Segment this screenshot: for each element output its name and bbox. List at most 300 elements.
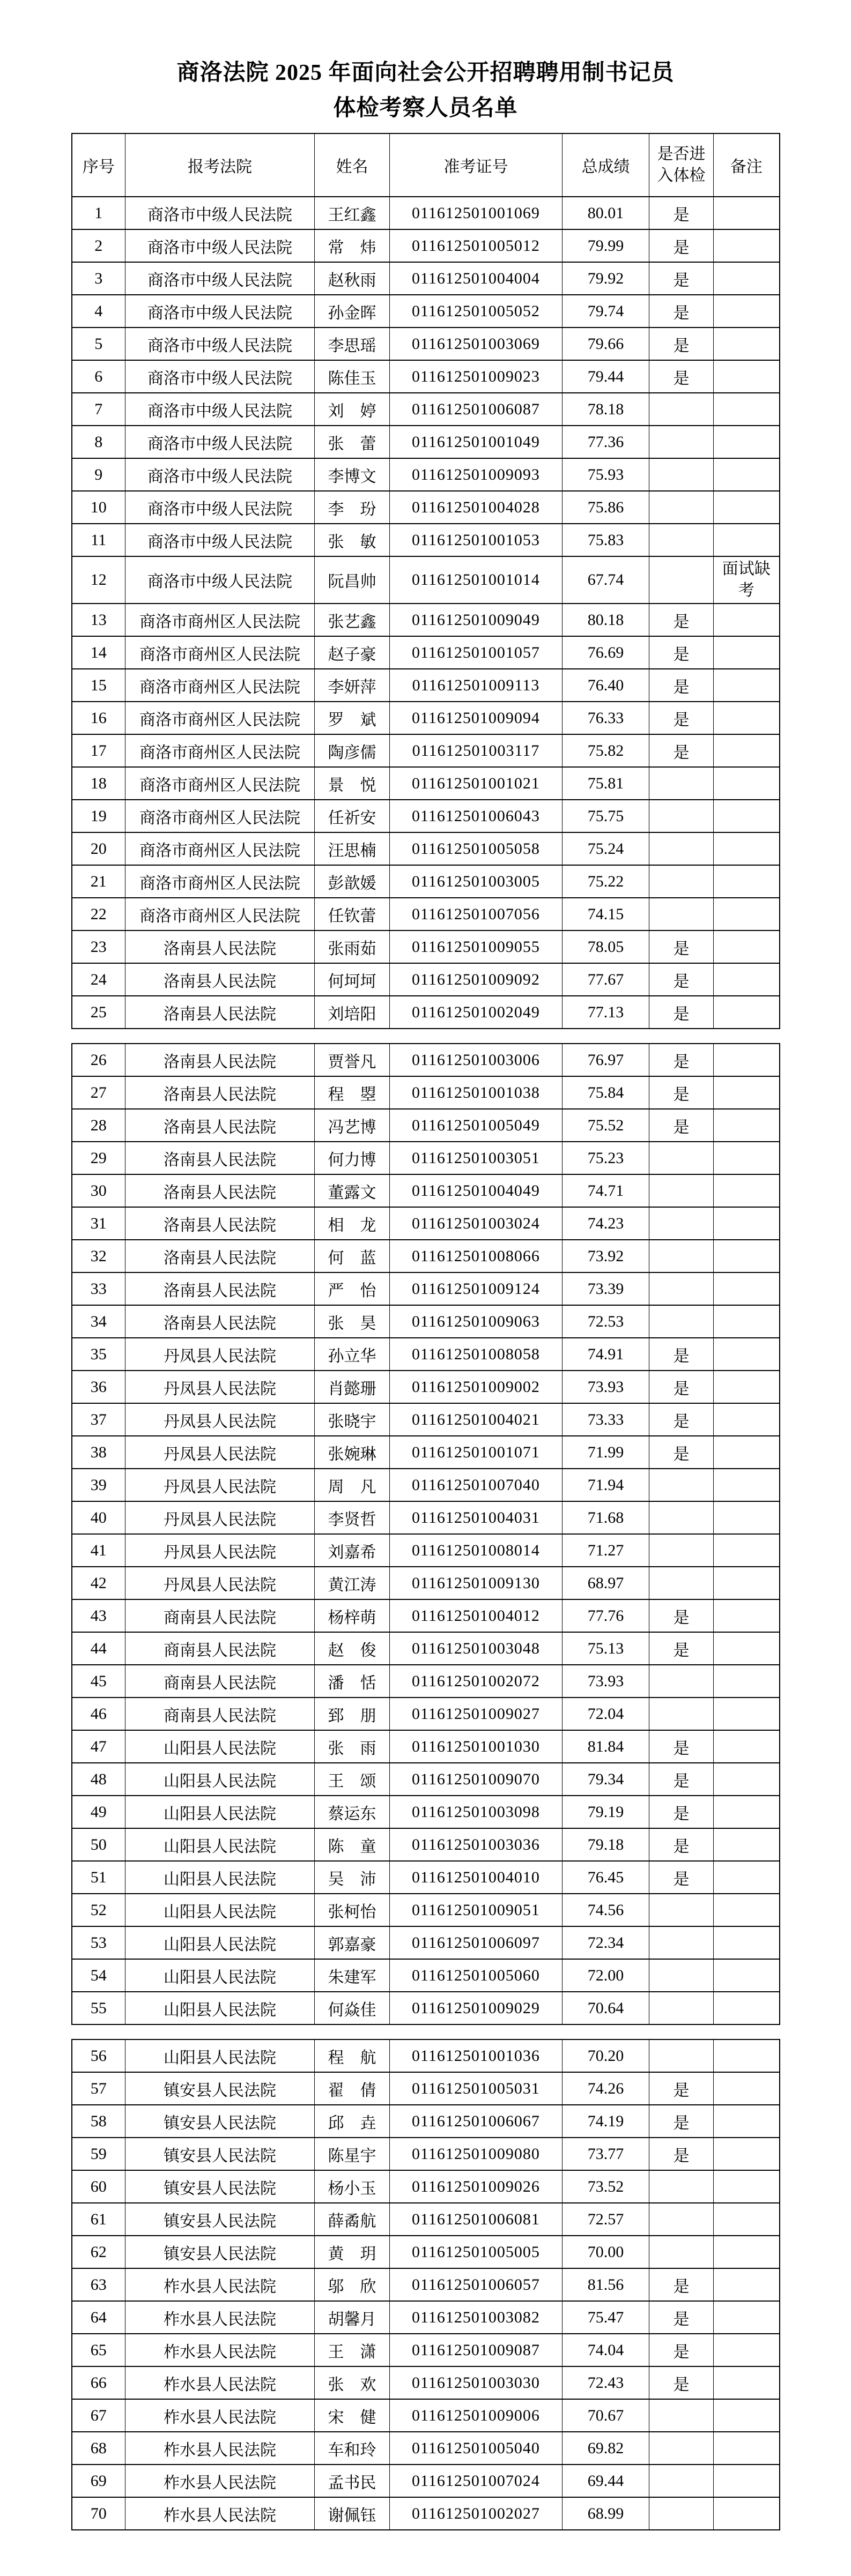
cell-name: 李贤哲 [315,1501,390,1534]
table-row [72,800,780,832]
cell-serial: 17 [72,734,125,767]
cell-name: 赵秋雨 [315,262,390,295]
cell-score: 74.26 [563,2072,649,2105]
cell-ticket: 011612501009124 [390,1272,563,1305]
cell-score: 76.40 [563,669,649,702]
cell-score: 79.74 [563,295,649,327]
cell-enter [649,1272,714,1305]
cell-remark [714,524,780,556]
cell-name: 任祈安 [315,800,390,832]
cell-remark [714,1240,780,1272]
cell-ticket: 011612501002049 [390,996,563,1029]
cell-ticket: 011612501005040 [390,2432,563,2465]
cell-score: 72.43 [563,2366,649,2399]
cell-name: 黄 玥 [315,2236,390,2268]
header-name: 姓名 [315,133,390,197]
cell-serial: 40 [72,1501,125,1534]
cell-enter [649,458,714,491]
table-row [72,295,780,327]
table-row [72,1501,780,1534]
cell-court: 柞水县人民法院 [125,2301,315,2334]
cell-score: 77.13 [563,996,649,1029]
cell-score: 71.27 [563,1534,649,1567]
cell-ticket: 011612501001014 [390,556,563,604]
cell-court: 洛南县人民法院 [125,930,315,963]
cell-serial: 53 [72,1926,125,1959]
cell-name: 张艺鑫 [315,604,390,636]
cell-enter [649,1959,714,1992]
cell-enter: 是 [649,996,714,1029]
table-row [72,2268,780,2301]
cell-remark [714,1207,780,1240]
cell-score: 80.18 [563,604,649,636]
cell-ticket: 011612501001069 [390,197,563,229]
cell-court: 商洛市中级人民法院 [125,556,315,604]
cell-serial: 26 [72,1044,125,1076]
cell-court: 山阳县人民法院 [125,1763,315,1796]
cell-ticket: 011612501003117 [390,734,563,767]
cell-ticket: 011612501009130 [390,1567,563,1599]
table-row [72,1142,780,1174]
header-remark: 备注 [714,133,780,197]
cell-court: 洛南县人民法院 [125,996,315,1029]
table-row [72,229,780,262]
cell-serial: 52 [72,1894,125,1926]
cell-score: 70.64 [563,1992,649,2024]
cell-name: 阮昌帅 [315,556,390,604]
cell-ticket: 011612501003098 [390,1796,563,1828]
cell-name: 陈 童 [315,1828,390,1861]
cell-score: 71.68 [563,1501,649,1534]
roster-table-segment [71,133,780,1029]
table-segments [0,133,851,2530]
cell-score: 79.92 [563,262,649,295]
cell-serial: 31 [72,1207,125,1240]
cell-score: 70.67 [563,2399,649,2432]
cell-serial: 59 [72,2138,125,2170]
cell-ticket: 011612501001036 [390,2039,563,2072]
cell-court: 洛南县人民法院 [125,1109,315,1142]
cell-enter: 是 [649,295,714,327]
cell-serial: 33 [72,1272,125,1305]
cell-serial: 22 [72,898,125,930]
cell-court: 山阳县人民法院 [125,1894,315,1926]
table-row [72,1469,780,1501]
cell-enter: 是 [649,229,714,262]
cell-serial: 6 [72,360,125,393]
cell-court: 商洛市商州区人民法院 [125,898,315,930]
cell-court: 丹凤县人民法院 [125,1371,315,1403]
cell-enter: 是 [649,2072,714,2105]
cell-serial: 61 [72,2203,125,2236]
cell-score: 79.99 [563,229,649,262]
cell-name: 车和玲 [315,2432,390,2465]
cell-score: 76.97 [563,1044,649,1076]
cell-serial: 8 [72,426,125,458]
cell-ticket: 011612501006087 [390,393,563,426]
cell-serial: 15 [72,669,125,702]
cell-score: 78.18 [563,393,649,426]
cell-name: 张雨茹 [315,930,390,963]
cell-court: 柞水县人民法院 [125,2432,315,2465]
cell-court: 洛南县人民法院 [125,1044,315,1076]
table-row [72,1698,780,1730]
cell-court: 丹凤县人民法院 [125,1338,315,1371]
cell-score: 69.44 [563,2465,649,2497]
cell-enter: 是 [649,197,714,229]
table-row [72,262,780,295]
cell-enter [649,556,714,604]
cell-serial: 66 [72,2366,125,2399]
cell-name: 张 敏 [315,524,390,556]
cell-name: 杨梓萌 [315,1599,390,1632]
cell-enter [649,491,714,524]
cell-name: 王 颂 [315,1763,390,1796]
cell-serial: 12 [72,556,125,604]
cell-remark [714,1534,780,1567]
cell-serial: 4 [72,295,125,327]
table-row [72,1403,780,1436]
table-row [72,865,780,898]
cell-serial: 68 [72,2432,125,2465]
cell-remark [714,1403,780,1436]
cell-name: 朱建军 [315,1959,390,1992]
table-row [72,604,780,636]
table-row [72,2203,780,2236]
cell-court: 柞水县人民法院 [125,2399,315,2432]
cell-enter: 是 [649,360,714,393]
cell-name: 翟 倩 [315,2072,390,2105]
cell-enter: 是 [649,2334,714,2366]
table-row [72,1044,780,1076]
cell-score: 73.92 [563,1240,649,1272]
table-row [72,1926,780,1959]
cell-ticket: 011612501001021 [390,767,563,800]
table-row [72,2497,780,2530]
cell-remark [714,1730,780,1763]
cell-remark [714,2170,780,2203]
cell-name: 张婉琳 [315,1436,390,1469]
cell-court: 商南县人民法院 [125,1698,315,1730]
cell-name: 何焱佳 [315,1992,390,2024]
cell-remark [714,1599,780,1632]
cell-remark [714,1894,780,1926]
cell-serial: 23 [72,930,125,963]
cell-score: 79.34 [563,1763,649,1796]
cell-remark [714,1371,780,1403]
cell-court: 商洛市中级人民法院 [125,426,315,458]
cell-score: 73.39 [563,1272,649,1305]
cell-remark [714,262,780,295]
cell-remark [714,2497,780,2530]
cell-court: 洛南县人民法院 [125,1272,315,1305]
cell-remark [714,702,780,734]
page-title: 商洛法院 2025 年面向社会公开招聘聘用制书记员 [176,61,675,85]
table-row [72,832,780,865]
cell-enter [649,2039,714,2072]
cell-name: 何坷坷 [315,963,390,996]
cell-enter [649,1926,714,1959]
table-row [72,1632,780,1665]
cell-serial: 3 [72,262,125,295]
cell-name: 谢佩钰 [315,2497,390,2530]
cell-enter [649,1567,714,1599]
cell-ticket: 011612501007024 [390,2465,563,2497]
table-row [72,491,780,524]
table-row [72,2039,780,2072]
cell-name: 李思瑶 [315,327,390,360]
cell-serial: 16 [72,702,125,734]
cell-enter [649,1305,714,1338]
cell-ticket: 011612501009080 [390,2138,563,2170]
cell-enter [649,2399,714,2432]
cell-remark [714,2268,780,2301]
cell-ticket: 011612501001038 [390,1076,563,1109]
cell-serial: 10 [72,491,125,524]
cell-enter [649,2465,714,2497]
table-row [72,360,780,393]
cell-score: 75.82 [563,734,649,767]
cell-name: 何力博 [315,1142,390,1174]
table-row [72,1992,780,2024]
table-row [72,1894,780,1926]
cell-serial: 63 [72,2268,125,2301]
table-row [72,1272,780,1305]
cell-enter: 是 [649,1076,714,1109]
cell-serial: 54 [72,1959,125,1992]
cell-ticket: 011612501003036 [390,1828,563,1861]
cell-ticket: 011612501003005 [390,865,563,898]
cell-remark [714,229,780,262]
cell-name: 严 怡 [315,1272,390,1305]
cell-serial: 45 [72,1665,125,1698]
cell-serial: 19 [72,800,125,832]
cell-remark [714,604,780,636]
cell-name: 李博文 [315,458,390,491]
table-row [72,2334,780,2366]
table-row [72,2072,780,2105]
cell-serial: 62 [72,2236,125,2268]
table-row [72,1828,780,1861]
cell-enter: 是 [649,1796,714,1828]
table-row [72,2170,780,2203]
cell-ticket: 011612501006067 [390,2105,563,2138]
cell-name: 常 炜 [315,229,390,262]
cell-remark [714,669,780,702]
cell-score: 76.45 [563,1861,649,1894]
cell-court: 商洛市商州区人民法院 [125,734,315,767]
cell-court: 山阳县人民法院 [125,1959,315,1992]
cell-ticket: 011612501005012 [390,229,563,262]
cell-serial: 44 [72,1632,125,1665]
cell-serial: 60 [72,2170,125,2203]
cell-name: 薛矞航 [315,2203,390,2236]
cell-court: 洛南县人民法院 [125,1240,315,1272]
cell-ticket: 011612501009002 [390,1371,563,1403]
cell-serial: 51 [72,1861,125,1894]
cell-name: 陈佳玉 [315,360,390,393]
cell-name: 孙金晖 [315,295,390,327]
cell-score: 68.97 [563,1567,649,1599]
cell-court: 洛南县人民法院 [125,1174,315,1207]
cell-remark [714,1305,780,1338]
cell-court: 山阳县人民法院 [125,1992,315,2024]
cell-ticket: 011612501004049 [390,1174,563,1207]
cell-enter [649,1469,714,1501]
cell-enter [649,832,714,865]
cell-remark [714,1861,780,1894]
cell-ticket: 011612501004012 [390,1599,563,1632]
cell-score: 79.66 [563,327,649,360]
cell-score: 73.77 [563,2138,649,2170]
cell-name: 刘嘉希 [315,1534,390,1567]
cell-court: 商南县人民法院 [125,1632,315,1665]
table-row [72,734,780,767]
cell-remark [714,832,780,865]
cell-remark [714,734,780,767]
cell-enter [649,1240,714,1272]
cell-name: 张晓宇 [315,1403,390,1436]
cell-remark [714,1142,780,1174]
cell-serial: 58 [72,2105,125,2138]
cell-score: 74.71 [563,1174,649,1207]
cell-score: 72.00 [563,1959,649,1992]
cell-name: 李妍萍 [315,669,390,702]
cell-court: 商洛市中级人民法院 [125,197,315,229]
cell-enter [649,2497,714,2530]
cell-enter: 是 [649,2366,714,2399]
cell-court: 商洛市中级人民法院 [125,229,315,262]
cell-serial: 42 [72,1567,125,1599]
cell-court: 洛南县人民法院 [125,1142,315,1174]
table-row [72,702,780,734]
cell-serial: 57 [72,2072,125,2105]
cell-score: 75.24 [563,832,649,865]
cell-remark [714,197,780,229]
cell-court: 商洛市中级人民法院 [125,458,315,491]
cell-serial: 24 [72,963,125,996]
cell-serial: 30 [72,1174,125,1207]
table-row [72,197,780,229]
cell-score: 71.99 [563,1436,649,1469]
cell-enter: 是 [649,604,714,636]
cell-remark [714,2105,780,2138]
cell-serial: 36 [72,1371,125,1403]
cell-ticket: 011612501003030 [390,2366,563,2399]
cell-court: 商洛市商州区人民法院 [125,604,315,636]
cell-ticket: 011612501001071 [390,1436,563,1469]
cell-ticket: 011612501002072 [390,1665,563,1698]
cell-court: 柞水县人民法院 [125,2334,315,2366]
cell-remark [714,996,780,1029]
cell-remark [714,491,780,524]
table-header-row [72,133,780,197]
cell-score: 72.04 [563,1698,649,1730]
cell-enter [649,1142,714,1174]
cell-remark [714,1926,780,1959]
table-row [72,2465,780,2497]
cell-enter [649,524,714,556]
cell-score: 73.33 [563,1403,649,1436]
cell-name: 孟书民 [315,2465,390,2497]
cell-score: 76.33 [563,702,649,734]
cell-ticket: 011612501005058 [390,832,563,865]
cell-serial: 65 [72,2334,125,2366]
cell-name: 汪思楠 [315,832,390,865]
cell-serial: 39 [72,1469,125,1501]
cell-ticket: 011612501004021 [390,1403,563,1436]
cell-ticket: 011612501009049 [390,604,563,636]
cell-score: 73.93 [563,1665,649,1698]
cell-court: 商洛市中级人民法院 [125,393,315,426]
cell-name: 刘 婷 [315,393,390,426]
cell-remark [714,1109,780,1142]
cell-enter: 是 [649,2138,714,2170]
cell-name: 黄江涛 [315,1567,390,1599]
cell-ticket: 011612501007056 [390,898,563,930]
cell-name: 赵 俊 [315,1632,390,1665]
cell-remark [714,1828,780,1861]
cell-court: 商洛市中级人民法院 [125,327,315,360]
cell-remark [714,2236,780,2268]
header-score: 总成绩 [563,133,649,197]
cell-name: 罗 斌 [315,702,390,734]
cell-court: 山阳县人民法院 [125,2039,315,2072]
cell-score: 77.36 [563,426,649,458]
cell-enter: 是 [649,1861,714,1894]
cell-score: 76.69 [563,636,649,669]
cell-serial: 11 [72,524,125,556]
cell-remark [714,1501,780,1534]
cell-ticket: 011612501001057 [390,636,563,669]
cell-score: 72.53 [563,1305,649,1338]
cell-enter: 是 [649,1632,714,1665]
cell-enter: 是 [649,1044,714,1076]
cell-remark [714,1959,780,1992]
cell-serial: 27 [72,1076,125,1109]
cell-court: 商洛市中级人民法院 [125,295,315,327]
cell-score: 75.86 [563,491,649,524]
cell-court: 山阳县人民法院 [125,1796,315,1828]
cell-ticket: 011612501004010 [390,1861,563,1894]
cell-enter: 是 [649,963,714,996]
cell-court: 山阳县人民法院 [125,1730,315,1763]
cell-court: 柞水县人民法院 [125,2366,315,2399]
table-row [72,767,780,800]
cell-serial: 49 [72,1796,125,1828]
cell-enter: 是 [649,1763,714,1796]
table-row [72,2366,780,2399]
cell-enter: 是 [649,734,714,767]
cell-name: 杨小玉 [315,2170,390,2203]
cell-ticket: 011612501005005 [390,2236,563,2268]
cell-remark [714,1044,780,1076]
cell-score: 67.74 [563,556,649,604]
table-row [72,1338,780,1371]
cell-score: 75.81 [563,767,649,800]
cell-enter: 是 [649,1338,714,1371]
cell-court: 商洛市商州区人民法院 [125,636,315,669]
cell-ticket: 011612501009023 [390,360,563,393]
table-row [72,669,780,702]
cell-enter: 是 [649,327,714,360]
cell-score: 79.44 [563,360,649,393]
cell-score: 72.34 [563,1926,649,1959]
cell-remark [714,393,780,426]
cell-remark [714,1632,780,1665]
table-row [72,1730,780,1763]
cell-remark [714,1338,780,1371]
